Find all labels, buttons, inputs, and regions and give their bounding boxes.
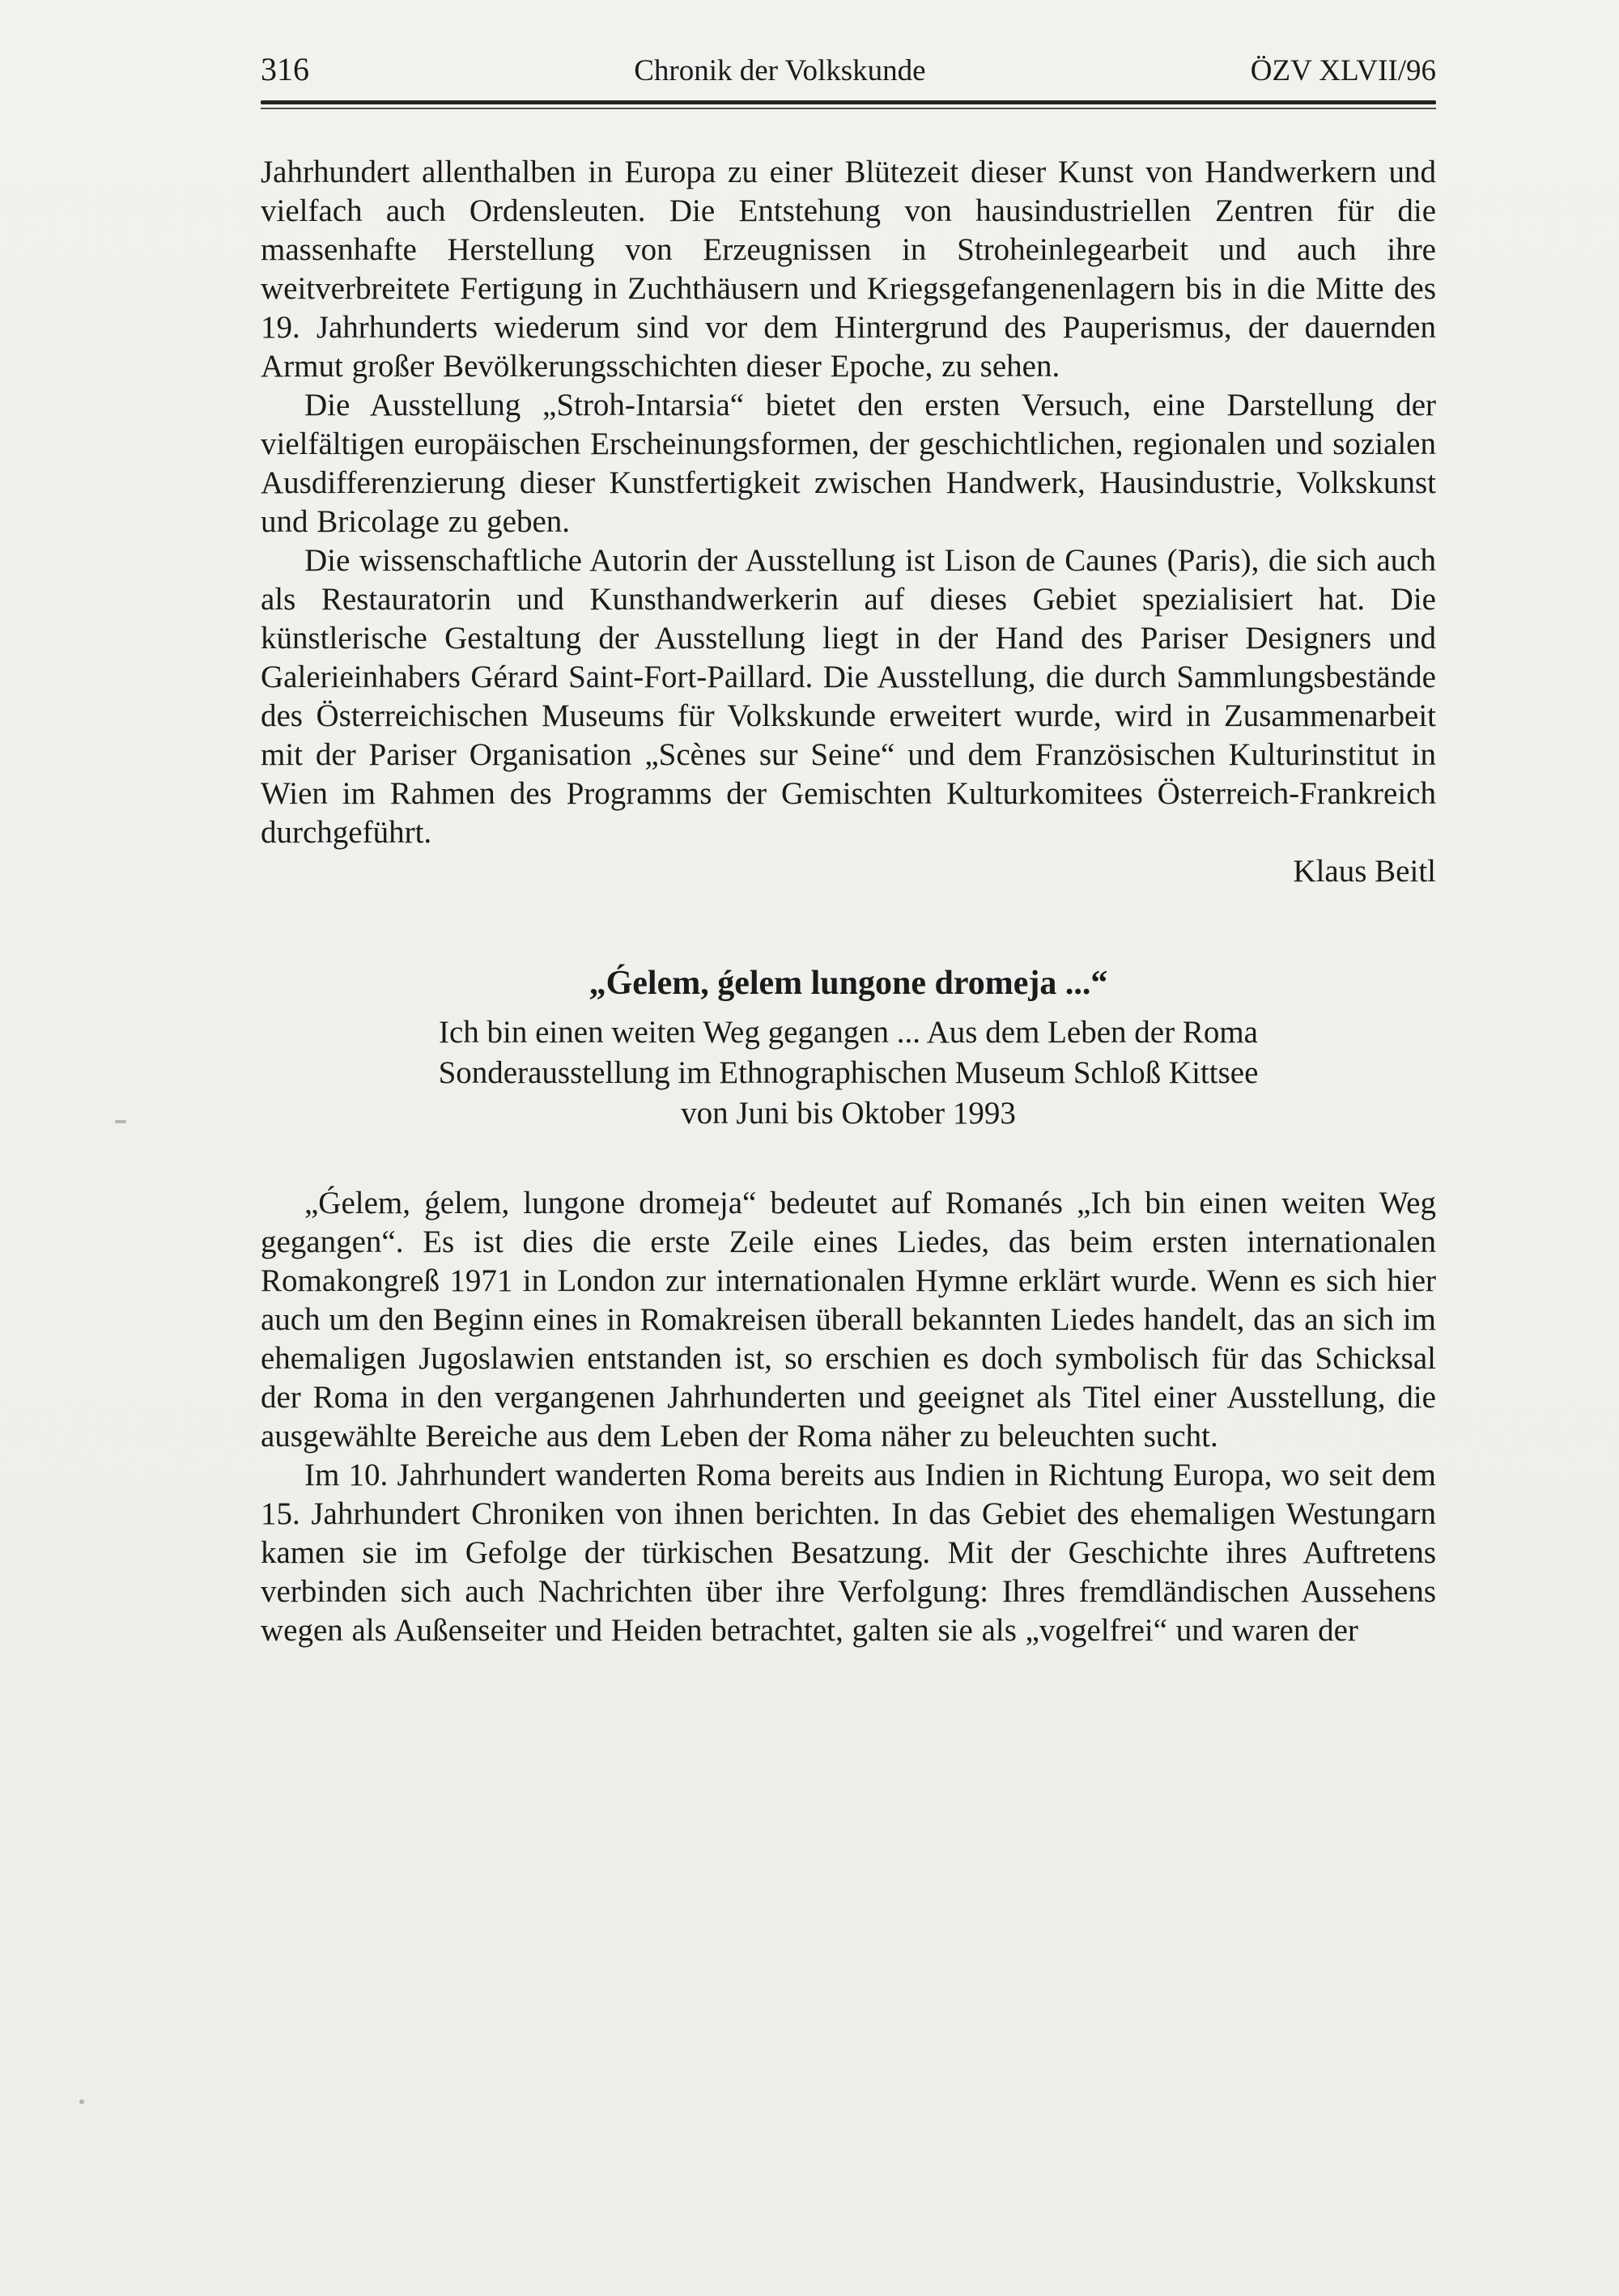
- paragraph: Die Ausstellung „Stroh-Intarsia“ bietet den ersten Versuch, eine Darstellung der vielfältigen europäischen Erscheinungsformen, der geschichtlichen, regionalen und sozialen Ausdifferenzierung dieser Kunstfertigkeit zwischen Handwerk, Hausindustrie, Volkskunst und Bricolage zu geben.: [261, 388, 1436, 539]
- paragraph: Im 10. Jahrhundert wanderten Roma bereits aus Indien in Richtung Europa, wo seit dem 15. Jahrhundert Chroniken von ihnen berichten. In das Gebiet des ehemaligen Westungarn kamen sie im Gefolge der türkischen Besatzung. Mit der Geschichte ihres Auftretens verbinden sich auch Nachrichten über ihre Verfolgung: Ihres fremdländischen Aussehens wegen als Außenseiter und Heiden betrachtet, galten sie als „vogelfrei“ und waren der: [261, 1458, 1436, 1648]
- subtitle-line: von Juni bis Oktober 1993: [681, 1096, 1016, 1131]
- scan-artifact: [79, 2099, 84, 2104]
- subtitle-line: Sonderausstellung im Ethnographischen Museum Schloß Kittsee: [438, 1055, 1259, 1090]
- header-rule: [261, 100, 1436, 109]
- paragraph: Jahrhundert allenthalben in Europa zu einer Blütezeit dieser Kunst von Handwerkern und vielfach auch Ordensleuten. Die Entstehung von hausindustriellen Zentren für die massenhafte Herstellung von Erzeugnissen in Stroheinlegearbeit und auch ihre weitverbreitete Fertigung in Zuchthäusern und Kriegsgefangenenlagern bis in die Mitte des 19. Jahrhunderts wiederum sind vor dem Hintergrund des Pauperismus, der dauernden Armut großer Bevölkerungsschichten dieser Epoche, zu sehen.: [261, 155, 1436, 384]
- subtitle-line: Ich bin einen weiten Weg gegangen ... Aus dem Leben der Roma: [438, 1015, 1258, 1050]
- header-rule-thin-line: [261, 108, 1436, 109]
- section-heading: „Ǵelem, ǵelem lungone dromeja ...“: [589, 965, 1108, 1002]
- issue-label: ÖZV XLVII/96: [1250, 54, 1436, 87]
- page-header: [261, 52, 1436, 89]
- article-straw-intarsia: [261, 153, 1436, 891]
- page-number: 316: [261, 51, 309, 87]
- header-rule-thick-line: [261, 100, 1436, 104]
- paragraph: „Ǵelem, ǵelem, lungone dromeja“ bedeutet auf Romanés „Ich bin einen weiten Weg gegangen“. Es ist dies die erste Zeile eines Liedes, das beim ersten internationalen Romakongreß 1971 in London zur internationalen Hymne erklärt wurde. Wenn es sich hier auch um den Beginn eines in Romakreisen überall bekannten Liedes handelt, das an sich im ehemaligen Jugoslawien entstanden ist, so erschien es doch symbolisch für das Schicksal der Roma in den vergangenen Jahrhunderten und geeignet als Titel einer Ausstellung, die ausgewählte Bereiche aus dem Leben der Roma näher zu beleuchten sucht.: [261, 1186, 1436, 1454]
- article-roma-body: [261, 1184, 1436, 1650]
- author-signature: Klaus Beitl: [1293, 854, 1436, 889]
- journal-title: Chronik der Volkskunde: [634, 54, 926, 87]
- article-roma: [261, 962, 1436, 1650]
- scan-artifact: [115, 1120, 126, 1123]
- paragraph: Die wissenschaftliche Autorin der Ausstellung ist Lison de Caunes (Paris), die sich auch als Restauratorin und Kunsthandwerkerin auf dieses Gebiet spezialisiert hat. Die künstlerische Gestaltung der Ausstellung liegt in der Hand des Pariser Designers und Galerieinhabers Gérard Saint-Fort-Paillard. Die Ausstellung, die durch Sammlungsbestände des Österreichischen Museums für Volkskunde erweitert wurde, wird in Zusammenarbeit mit der Pariser Organisation „Scènes sur Seine“ und dem Französischen Kulturinstitut in Wien im Rahmen des Programms der Gemischten Kulturkomitees Österreich-Frankreich durchgeführt.: [261, 543, 1436, 850]
- page-content: [261, 52, 1436, 1650]
